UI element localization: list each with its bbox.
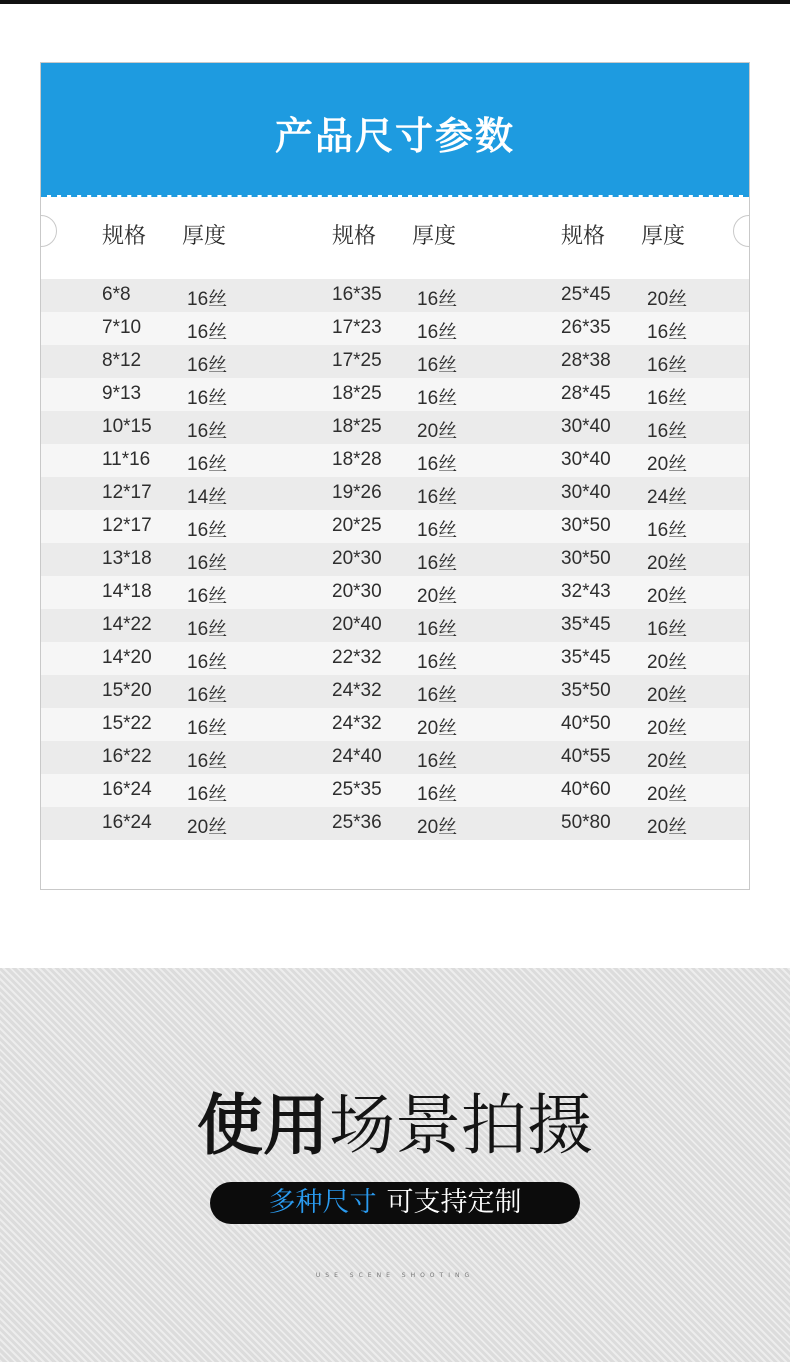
spec-cell: 30*40 (561, 416, 611, 437)
spec-cell: 24*40 (332, 746, 382, 767)
spec-cell: 6*8 (102, 284, 131, 305)
thickness-cell: 20丝 (647, 289, 688, 310)
spec-cell: 40*50 (561, 713, 611, 734)
spec-cell: 40*60 (561, 779, 611, 800)
table-row (41, 576, 749, 609)
table-row (41, 279, 749, 312)
spec-cell: 14*20 (102, 647, 152, 668)
header-thickness-1: 厚度 (182, 224, 227, 249)
thickness-cell: 16丝 (187, 784, 228, 805)
thickness-cell: 16丝 (187, 751, 228, 772)
table-row (41, 543, 749, 576)
thickness-cell: 16丝 (417, 784, 458, 805)
table-row (41, 477, 749, 510)
thickness-cell: 20丝 (417, 718, 458, 739)
table-row (41, 609, 749, 642)
spec-cell: 30*50 (561, 515, 611, 536)
thickness-cell: 20丝 (647, 586, 688, 607)
table-row (41, 378, 749, 411)
spec-cell: 13*18 (102, 548, 152, 569)
spec-cell: 16*24 (102, 779, 152, 800)
spec-cell: 35*45 (561, 614, 611, 635)
thickness-cell: 16丝 (187, 520, 228, 541)
scene-title (0, 1086, 790, 1166)
thickness-cell: 16丝 (417, 685, 458, 706)
thickness-cell: 16丝 (417, 520, 458, 541)
spec-cell: 35*50 (561, 680, 611, 701)
thickness-cell: 16丝 (187, 355, 228, 376)
spec-cell: 19*26 (332, 482, 382, 503)
table-row (41, 807, 749, 840)
thickness-cell: 16丝 (417, 355, 458, 376)
spec-cell: 17*23 (332, 317, 382, 338)
thickness-cell: 16丝 (647, 520, 688, 541)
thickness-cell: 16丝 (187, 421, 228, 442)
spec-cell: 24*32 (332, 680, 382, 701)
spec-cell: 20*30 (332, 548, 382, 569)
spec-cell: 7*10 (102, 317, 142, 338)
spec-cell: 26*35 (561, 317, 611, 338)
spec-cell: 24*32 (332, 713, 382, 734)
size-spec-card (40, 62, 750, 890)
table-row (41, 411, 749, 444)
spec-cell: 16*22 (102, 746, 152, 767)
spec-cell: 20*25 (332, 515, 382, 536)
thickness-cell: 16丝 (187, 685, 228, 706)
spec-cell: 30*40 (561, 449, 611, 470)
spec-cell: 14*18 (102, 581, 152, 602)
table-row (41, 444, 749, 477)
spec-cell: 8*12 (102, 350, 142, 371)
pill-text: 可支持定制 (386, 1187, 522, 1218)
scene-title-bold: 使用 (197, 1087, 329, 1164)
thickness-cell: 16丝 (417, 652, 458, 673)
card-header (41, 63, 749, 195)
spec-cell: 30*40 (561, 482, 611, 503)
ticket-notch-right (733, 215, 750, 247)
spec-cell: 11*16 (102, 449, 151, 470)
thickness-cell: 20丝 (417, 586, 458, 607)
spec-cell: 28*45 (561, 383, 611, 404)
thickness-cell: 20丝 (647, 817, 688, 838)
table-row (41, 345, 749, 378)
spec-cell: 20*30 (332, 581, 382, 602)
thickness-cell: 20丝 (647, 454, 688, 475)
thickness-cell: 20丝 (647, 652, 688, 673)
thickness-cell: 16丝 (417, 388, 458, 409)
spec-cell: 28*38 (561, 350, 611, 371)
thickness-cell: 16丝 (417, 751, 458, 772)
thickness-cell: 16丝 (417, 322, 458, 343)
header-spec-2: 规格 (332, 224, 377, 249)
thickness-cell: 16丝 (647, 388, 688, 409)
spec-cell: 9*13 (102, 383, 142, 404)
thickness-cell: 20丝 (417, 421, 458, 442)
spec-cell: 40*55 (561, 746, 611, 767)
thickness-cell: 16丝 (417, 454, 458, 475)
spec-cell: 30*50 (561, 548, 611, 569)
thickness-cell: 16丝 (647, 355, 688, 376)
scene-title-light: 场景拍摄 (329, 1087, 593, 1164)
thickness-cell: 20丝 (647, 685, 688, 706)
table-row (41, 675, 749, 708)
ticket-notch-left (40, 215, 57, 247)
custom-size-pill (210, 1182, 580, 1224)
thickness-cell: 14丝 (187, 487, 228, 508)
thickness-cell: 16丝 (647, 322, 688, 343)
thickness-cell: 16丝 (417, 289, 458, 310)
spec-cell: 22*32 (332, 647, 382, 668)
thickness-cell: 16丝 (187, 289, 228, 310)
table-row (41, 741, 749, 774)
thickness-cell: 20丝 (187, 817, 228, 838)
spec-cell: 15*22 (102, 713, 152, 734)
spec-cell: 20*40 (332, 614, 382, 635)
spec-cell: 18*25 (332, 383, 382, 404)
dashed-divider (41, 195, 749, 197)
spec-cell: 16*24 (102, 812, 152, 833)
table-row (41, 312, 749, 345)
thickness-cell: 20丝 (647, 784, 688, 805)
spec-cell: 50*80 (561, 812, 611, 833)
spec-cell: 25*36 (332, 812, 382, 833)
thickness-cell: 20丝 (647, 718, 688, 739)
spec-cell: 18*28 (332, 449, 382, 470)
spec-cell: 25*45 (561, 284, 611, 305)
card-title: 产品尺寸参数 (274, 114, 515, 158)
spec-cell: 10*15 (102, 416, 152, 437)
table-row (41, 708, 749, 741)
thickness-cell: 16丝 (417, 487, 458, 508)
thickness-cell: 16丝 (647, 619, 688, 640)
thickness-cell: 16丝 (187, 619, 228, 640)
top-divider (0, 0, 790, 4)
table-row (41, 774, 749, 807)
thickness-cell: 16丝 (417, 553, 458, 574)
thickness-cell: 16丝 (417, 619, 458, 640)
spec-cell: 15*20 (102, 680, 152, 701)
header-thickness-3: 厚度 (641, 224, 686, 249)
spec-table-body (41, 279, 749, 840)
spec-cell: 12*17 (102, 482, 152, 503)
thickness-cell: 16丝 (187, 454, 228, 475)
spec-cell: 32*43 (561, 581, 611, 602)
thickness-cell: 24丝 (647, 487, 688, 508)
header-spec-3: 规格 (561, 224, 606, 249)
spec-cell: 14*22 (102, 614, 152, 635)
spec-cell: 12*17 (102, 515, 152, 536)
table-row (41, 642, 749, 675)
thickness-cell: 16丝 (187, 388, 228, 409)
pill-highlight: 多种尺寸 (268, 1187, 377, 1218)
thickness-cell: 16丝 (187, 322, 228, 343)
thickness-cell: 16丝 (187, 586, 228, 607)
spec-cell: 18*25 (332, 416, 382, 437)
scene-tagline: USE SCENE SHOOTING (315, 1272, 475, 1279)
scene-section (0, 968, 790, 1362)
spec-cell: 35*45 (561, 647, 611, 668)
header-thickness-2: 厚度 (412, 224, 457, 249)
thickness-cell: 20丝 (647, 751, 688, 772)
table-row (41, 510, 749, 543)
thickness-cell: 16丝 (187, 718, 228, 739)
spec-cell: 16*35 (332, 284, 382, 305)
thickness-cell: 16丝 (647, 421, 688, 442)
thickness-cell: 20丝 (417, 817, 458, 838)
thickness-cell: 20丝 (647, 553, 688, 574)
spec-cell: 25*35 (332, 779, 382, 800)
header-spec-1: 规格 (102, 224, 147, 249)
thickness-cell: 16丝 (187, 652, 228, 673)
spec-cell: 17*25 (332, 350, 382, 371)
thickness-cell: 16丝 (187, 553, 228, 574)
